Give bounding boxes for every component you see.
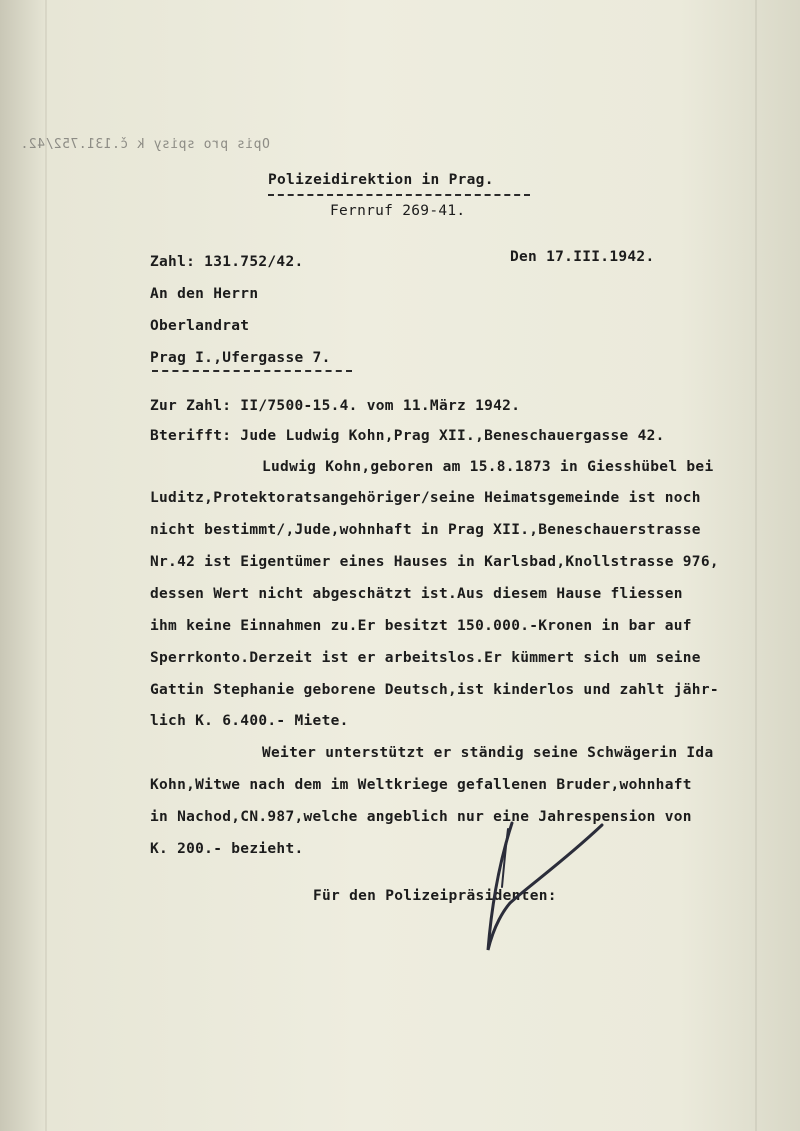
body-line: dessen Wert nicht abgeschätzt ist.Aus diesem Hause fliessen	[150, 586, 683, 602]
body-line: Kohn,Witwe nach dem im Weltkriege gefallenen Bruder,wohnhaft	[150, 777, 692, 793]
address-line-3: Prag I.,Ufergasse 7.	[150, 350, 331, 366]
paper-fold	[755, 0, 757, 1131]
signature-mark	[470, 815, 620, 965]
authority-title: Polizeidirektion in Prag.	[268, 172, 494, 188]
subject-regarding: Bterifft: Jude Ludwig Kohn,Prag XII.,Beneschauergasse 42.	[150, 428, 665, 444]
body-line: lich K. 6.400.- Miete.	[150, 713, 349, 729]
body-line: in Nachod,CN.987,welche angeblich nur eine Jahrespension von	[150, 809, 692, 825]
closing-line: Für den Polizeipräsidenten:	[313, 888, 557, 904]
body-line: nicht bestimmt/,Jude,wohnhaft in Prag XII.,Beneschauerstrasse	[150, 522, 701, 538]
title-underline	[268, 194, 530, 198]
address-underline	[152, 370, 352, 374]
body-line: Weiter unterstützt er ständig seine Schwägerin Ida	[262, 745, 714, 761]
address-line-1: An den Herrn	[150, 286, 259, 302]
body-line: Gattin Stephanie geborene Deutsch,ist kinderlos und zahlt jähr-	[150, 682, 719, 698]
subject-reference: Zur Zahl: II/7500-15.4. vom 11.März 1942.	[150, 398, 521, 414]
body-line: Ludwig Kohn,geboren am 15.8.1873 in Giesshübel bei	[262, 459, 714, 475]
paper-fold	[45, 0, 47, 1131]
address-line-2: Oberlandrat	[150, 318, 250, 334]
phone-line: Fernruf 269-41.	[330, 203, 466, 219]
body-line: Sperrkonto.Derzeit ist er arbeitslos.Er kümmert sich um seine	[150, 650, 701, 666]
document-date: Den 17.III.1942.	[510, 249, 655, 265]
mirrored-bleed-through-text: Opis pro spisy k č.131.752/42.	[20, 137, 270, 152]
body-line: ihm keine Einnahmen zu.Er besitzt 150.000.-Kronen in bar auf	[150, 618, 692, 634]
body-line: Nr.42 ist Eigentümer eines Hauses in Karlsbad,Knollstrasse 976,	[150, 554, 719, 570]
reference-number: Zahl: 131.752/42.	[150, 254, 304, 270]
body-line: Luditz,Protektoratsangehöriger/seine Heimatsgemeinde ist noch	[150, 490, 701, 506]
body-line: K. 200.- bezieht.	[150, 841, 304, 857]
